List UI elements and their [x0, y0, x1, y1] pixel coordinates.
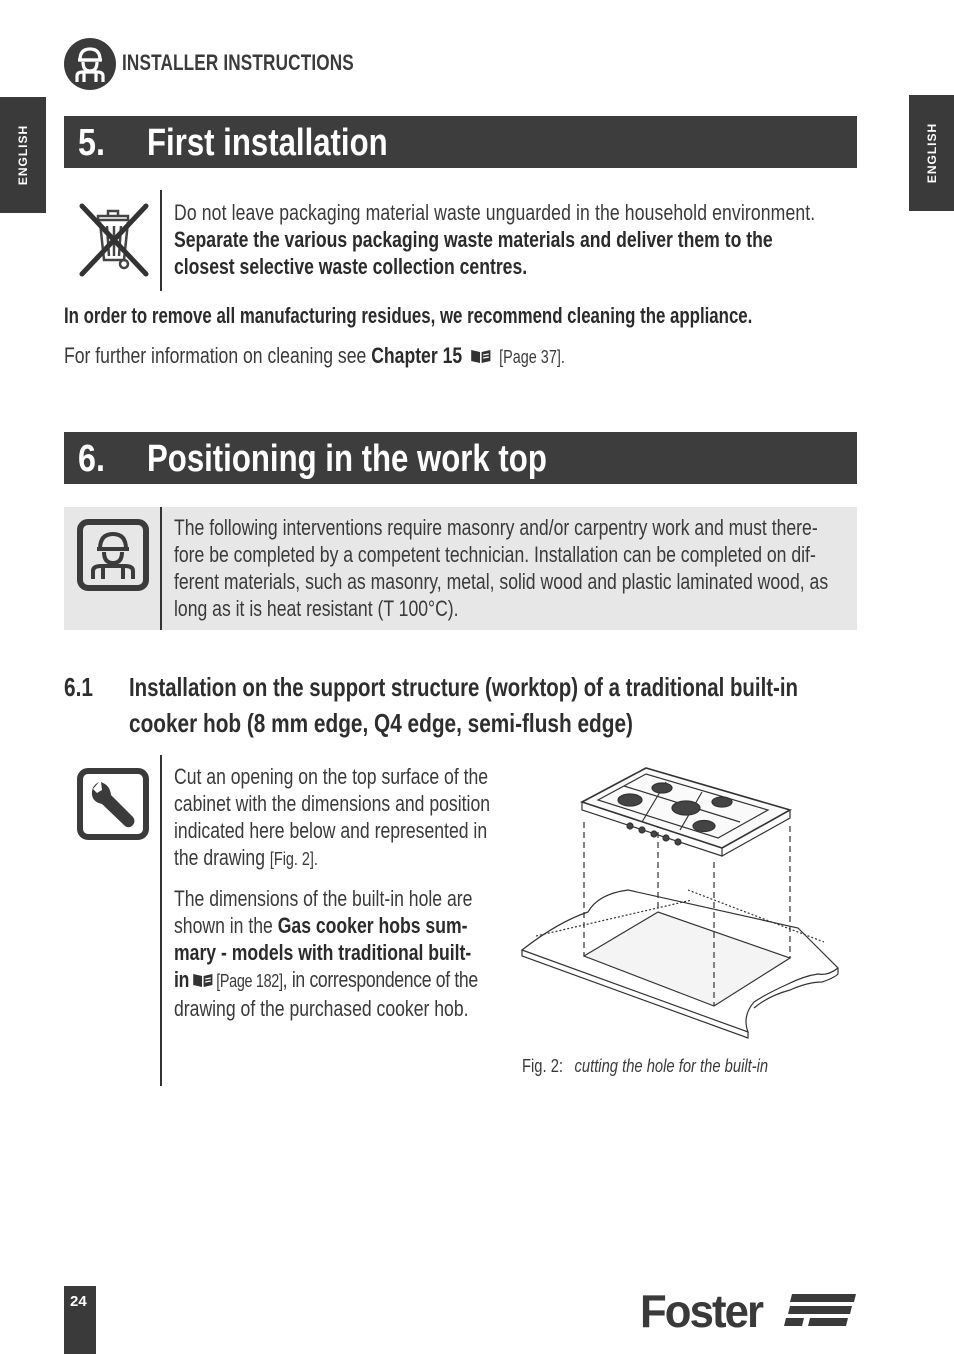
section-title: First installation [147, 122, 388, 164]
figure-label: Fig. 2: [522, 1056, 564, 1076]
brand-stripes-icon [784, 1292, 856, 1326]
subsection-title-line1: Installation on the support structure (worktop) of a traditional built-in [129, 672, 798, 702]
language-tab-left [0, 97, 46, 213]
section-number: 5. [78, 122, 105, 164]
technician-icon [77, 519, 149, 591]
content-divider [160, 755, 162, 1086]
brand-wordmark: Foster [640, 1285, 763, 1337]
page-link[interactable]: [Page 182] [216, 971, 283, 991]
cleaning-recommendation: In order to remove all manufacturing residues, we recommend cleaning the appliance. [64, 303, 753, 328]
book-reference-icon [470, 348, 491, 364]
packaging-notice-text: Do not leave packaging material waste unguarded in the household environment. Separate the various packaging waste materials and deliver them to the closest selective waste collection centres. [174, 200, 816, 279]
subsection-title-line2: cooker hob (8 mm edge, Q4 edge, semi-flush edge) [129, 708, 633, 738]
page-link[interactable]: [Page 37]. [499, 347, 565, 367]
figure-caption [522, 1056, 768, 1077]
notice-divider [160, 507, 162, 630]
wrench-icon [77, 768, 149, 840]
language-tab-right [909, 95, 954, 211]
foster-logo [640, 1284, 769, 1338]
opening-instructions: Cut an opening on the top surface of the cabinet with the dimensions and position indicated here below and represented in the drawing [Fig. 2]. [174, 764, 491, 870]
book-reference-icon [192, 972, 213, 988]
technician-notice-text: The following interventions require masonry and/or carpentry work and must there- fore be completed by a competent technician. Installation can be completed on dif- ferent materials, such as masonry, metal, solid wood and plastic laminated wood, as long as it is heat resistant (T 100°C). [174, 515, 829, 621]
page-number: 24 [70, 1293, 87, 1310]
figure-link[interactable]: [Fig. 2]. [269, 849, 318, 869]
hob-cutout-drawing [518, 762, 842, 1052]
language-tab-label: ENGLISH [925, 122, 939, 184]
subsection-number: 6.1 [64, 672, 93, 702]
header-title: INSTALLER INSTRUCTIONS [122, 50, 354, 75]
chapter-link[interactable]: Chapter 15 [371, 343, 463, 368]
figure-caption-text: cutting the hole for the built-in [574, 1056, 769, 1076]
installer-icon [64, 38, 116, 90]
section-5-heading [64, 116, 857, 168]
section-title: Positioning in the work top [147, 438, 547, 480]
cleaning-reference: For further information on cleaning see Chapter 15 [Page 37]. [64, 343, 565, 368]
dimensions-instructions: The dimensions of the built-in hole are shown in the Gas cooker hobs sum- mary - models with traditional built- in [Page 182], in correspondence of the drawing of the purchased cooker hob. [174, 886, 478, 1021]
section-6-heading [64, 432, 857, 484]
language-tab-label: ENGLISH [16, 124, 30, 186]
recycling-bin-crossed-icon [76, 200, 152, 280]
section-number: 6. [78, 438, 105, 480]
notice-divider [160, 190, 162, 291]
